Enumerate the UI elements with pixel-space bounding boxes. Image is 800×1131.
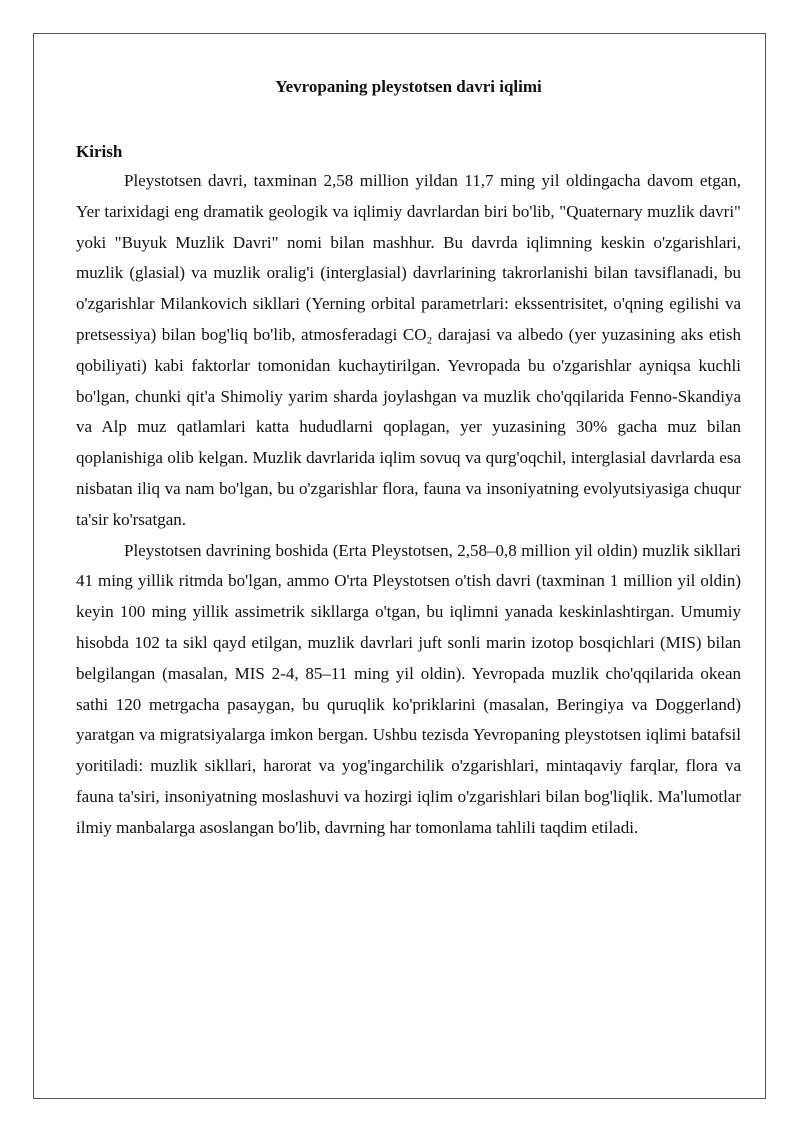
paragraph-1: Pleystotsen davri, taxminan 2,58 million yildan 11,7 ming yil oldingacha davom etgan, Yer tarixidagi eng dramatik geologik va iqlimiy davrlardan biri bo'lib, "Quaternary muzlik davri" yoki "Buyuk Muzlik Davri" nomi bilan mashhur. Bu davrda iqlimning keskin o'zgarishlari, muzlik (glasial) va muzlik oralig'i (interglasial) davrlarining takrorlanishi bilan tavsiflanadi, bu o'zgarishlar Milankovich sikllari (Yerning orbital parametrlari: ekssentrisitet, o'qning egilishi va pretsessiya) bilan bog'liq bo'lib, atmosferadagi CO₂ darajasi va albedo (yer yuzasining aks etish qobiliyati) kabi faktorlar tomonidan kuchaytirilgan. Yevropada bu o'zgarishlar ayniqsa kuchli bo'lgan, chunki qit'a Shimoliy yarim sharda joylashgan va muzlik cho'qqilarida Fenno-Skandiya va Alp muz qatlamlari katta hududlarni qoplagan, yer yuzasining 30% gacha muz bilan qoplanishiga olib kelgan. Muzlik davrlarida iqlim sovuq va qurg'oqchil, interglasial davrlarda esa nisbatan iliq va nam bo'lgan, bu o'zgarishlar flora, fauna va insoniyatning evolyutsiyasiga chuqur ta'sir ko'rsatgan. xyxy=(76,171,741,529)
document-body xyxy=(76,74,741,844)
paragraph-2: Pleystotsen davrining boshida (Erta Pleystotsen, 2,58–0,8 million yil oldin) muzlik sikllari 41 ming yillik ritmda bo'lgan, ammo O'rta Pleystotsen o'tish davri (taxminan 1 million yil oldin) keyin 100 ming yillik assimetrik sikllarga o'tgan, bu iqlimni yanada keskinlashtirgan. Umumiy hisobda 102 ta sikl qayd etilgan, muzlik davrlari juft sonli marin izotop bosqichlari (MIS) bilan belgilangan (masalan, MIS 2-4, 85–11 ming yil oldin). Yevropada muzlik cho'qqilarida okean sathi 120 metrgacha pasaygan, bu quruqlik ko'priklarini (masalan, Beringiya va Doggerland) yaratgan va migratsiyalarga imkon bergan. Ushbu tezisda Yevropaning pleystotsen iqlimi batafsil yoritiladi: muzlik sikllari, harorat va yog'ingarchilik o'zgarishlari, mintaqaviy farqlar, flora va fauna ta'siri, insoniyatning moslashuvi va hozirgi iqlim o'zgarishlari bilan bog'liqlik. Ma'lumotlar ilmiy manbalarga asoslangan bo'lib, davrning har tomonlama tahlili taqdim etiladi. xyxy=(76,540,741,837)
document-title: Yevropaning pleystotsen davri iqlimi xyxy=(275,77,542,96)
section-heading-introduction: Kirish xyxy=(76,142,123,161)
